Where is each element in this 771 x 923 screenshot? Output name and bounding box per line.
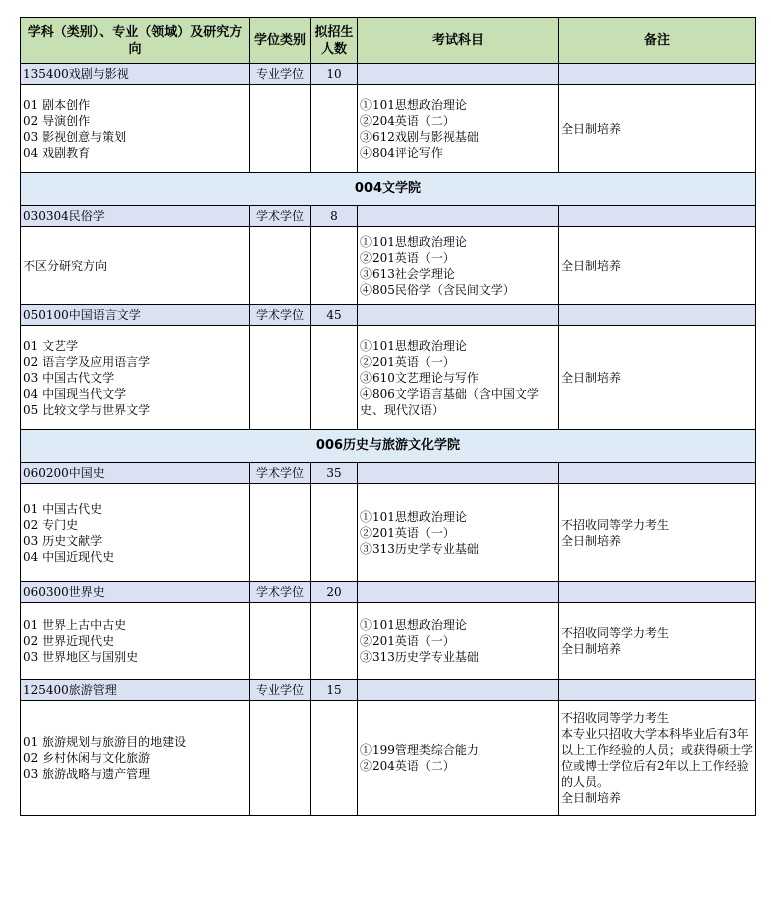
- exam-subjects-line: ①101思想政治理论: [360, 618, 467, 632]
- research-directions-line: 01 剧本创作: [23, 97, 91, 112]
- program-detail-row: [21, 603, 756, 680]
- research-directions-line: 01 中国古代史: [23, 501, 103, 516]
- exam-subjects: [358, 326, 559, 430]
- research-directions-line: 03 中国古代文学: [23, 370, 115, 385]
- quota-blank: [311, 701, 358, 816]
- program-row: [21, 463, 756, 484]
- degree-blank: [250, 701, 311, 816]
- college-name: 006历史与旅游文化学院: [21, 430, 756, 463]
- program-detail-row: [21, 484, 756, 582]
- program-detail-row: [21, 326, 756, 430]
- degree-blank: [250, 484, 311, 582]
- program-code: 125400旅游管理: [21, 680, 250, 701]
- research-directions-line: 03 影视创意与策划: [23, 129, 127, 144]
- research-directions-line: 03 历史文献学: [23, 533, 103, 548]
- empty-cell: [358, 680, 559, 701]
- header-major: 学科（类别）、专业（领域）及研究方向: [21, 18, 250, 64]
- remarks: [559, 326, 756, 430]
- header-quota: 拟招生人数: [311, 18, 358, 64]
- quota-blank: [311, 484, 358, 582]
- empty-cell: [559, 582, 756, 603]
- research-directions-line: 02 语言学及应用语言学: [23, 354, 151, 369]
- exam-subjects: [358, 701, 559, 816]
- program-row: [21, 305, 756, 326]
- program-degree: 专业学位: [250, 680, 311, 701]
- program-detail-row: [21, 227, 756, 305]
- empty-cell: [559, 463, 756, 484]
- program-degree: 专业学位: [250, 64, 311, 85]
- remarks-line: 全日制培养: [561, 370, 622, 385]
- program-degree: 学术学位: [250, 305, 311, 326]
- research-directions-line: 02 乡村休闲与文化旅游: [23, 751, 151, 765]
- remarks-line: 不招收同等学力考生: [561, 517, 670, 532]
- table-header-row: [21, 18, 756, 64]
- remarks-line: 本专业只招收大学本科毕业后有3年以上工作经验的人员；或获得硕士学位或博士学位后有2年以上工作经验的人员。: [561, 727, 754, 789]
- program-row: [21, 64, 756, 85]
- research-directions-line: 05 比较文学与世界文学: [23, 402, 151, 417]
- exam-subjects-line: ②204英语（二）: [360, 759, 455, 773]
- exam-subjects-line: ①101思想政治理论: [360, 234, 467, 249]
- research-directions-line: 02 专门史: [23, 517, 79, 532]
- research-directions-line: 04 中国近现代史: [23, 549, 115, 564]
- remarks-line: 全日制培养: [561, 791, 622, 805]
- remarks: [559, 603, 756, 680]
- remarks: [559, 701, 756, 816]
- header-exam: 考试科目: [358, 18, 559, 64]
- exam-subjects-line: ①101思想政治理论: [360, 97, 467, 112]
- degree-blank: [250, 326, 311, 430]
- remarks: [559, 227, 756, 305]
- program-detail-row: [21, 85, 756, 173]
- empty-cell: [358, 206, 559, 227]
- research-directions-line: 03 世界地区与国别史: [23, 650, 139, 664]
- admissions-table: [20, 17, 756, 816]
- exam-subjects-line: ②201英语（一）: [360, 634, 455, 648]
- remarks-line: 全日制培养: [561, 642, 622, 656]
- program-code: 060300世界史: [21, 582, 250, 603]
- research-directions: [21, 227, 250, 305]
- empty-cell: [559, 64, 756, 85]
- program-row: [21, 582, 756, 603]
- remarks: [559, 85, 756, 173]
- empty-cell: [358, 305, 559, 326]
- empty-cell: [358, 582, 559, 603]
- remarks-line: 不招收同等学力考生: [561, 626, 670, 640]
- quota-blank: [311, 603, 358, 680]
- research-directions-line: 04 中国现当代文学: [23, 386, 127, 401]
- empty-cell: [559, 305, 756, 326]
- research-directions: [21, 701, 250, 816]
- exam-subjects-line: ③612戏剧与影视基础: [360, 129, 479, 144]
- research-directions-line: 03 旅游战略与遗产管理: [23, 767, 151, 781]
- quota-blank: [311, 326, 358, 430]
- program-degree: 学术学位: [250, 206, 311, 227]
- research-directions-line: 01 旅游规划与旅游目的地建设: [23, 735, 187, 749]
- program-code: 060200中国史: [21, 463, 250, 484]
- college-row: [21, 430, 756, 463]
- program-code: 030304民俗学: [21, 206, 250, 227]
- remarks: [559, 484, 756, 582]
- header-note: 备注: [559, 18, 756, 64]
- research-directions: [21, 603, 250, 680]
- empty-cell: [559, 206, 756, 227]
- remarks-line: 全日制培养: [561, 121, 622, 136]
- program-row: [21, 680, 756, 701]
- program-quota: 15: [311, 680, 358, 701]
- empty-cell: [358, 463, 559, 484]
- exam-subjects-line: ④805民俗学（含民间文学）: [360, 282, 515, 297]
- exam-subjects-line: ①101思想政治理论: [360, 509, 467, 524]
- research-directions-line: 01 文艺学: [23, 338, 79, 353]
- exam-subjects-line: ②201英语（一）: [360, 525, 455, 540]
- exam-subjects-line: ①199管理类综合能力: [360, 743, 479, 757]
- program-code: 135400戏剧与影视: [21, 64, 250, 85]
- exam-subjects: [358, 603, 559, 680]
- quota-blank: [311, 227, 358, 305]
- program-quota: 45: [311, 305, 358, 326]
- research-directions: [21, 484, 250, 582]
- exam-subjects-line: ④806文学语言基础（含中国文学史、现代汉语）: [360, 386, 539, 417]
- exam-subjects-line: ①101思想政治理论: [360, 338, 467, 353]
- table-body: [21, 64, 756, 816]
- program-code: 050100中国语言文学: [21, 305, 250, 326]
- research-directions-line: 01 世界上古中古史: [23, 618, 127, 632]
- program-detail-row: [21, 701, 756, 816]
- exam-subjects-line: ②204英语（二）: [360, 113, 455, 128]
- degree-blank: [250, 227, 311, 305]
- exam-subjects-line: ③313历史学专业基础: [360, 541, 479, 556]
- college-row: [21, 173, 756, 206]
- program-quota: 35: [311, 463, 358, 484]
- program-quota: 8: [311, 206, 358, 227]
- program-degree: 学术学位: [250, 582, 311, 603]
- research-directions: [21, 326, 250, 430]
- quota-blank: [311, 85, 358, 173]
- program-quota: 10: [311, 64, 358, 85]
- exam-subjects-line: ③610文艺理论与写作: [360, 370, 479, 385]
- exam-subjects-line: ③613社会学理论: [360, 266, 455, 281]
- empty-cell: [559, 680, 756, 701]
- degree-blank: [250, 85, 311, 173]
- exam-subjects-line: ③313历史学专业基础: [360, 650, 479, 664]
- remarks-line: 全日制培养: [561, 258, 622, 273]
- exam-subjects-line: ④804评论写作: [360, 145, 443, 160]
- empty-cell: [358, 64, 559, 85]
- research-directions-line: 04 戏剧教育: [23, 145, 91, 160]
- header-degree: 学位类别: [250, 18, 311, 64]
- remarks-line: 全日制培养: [561, 533, 622, 548]
- research-directions-line: 02 世界近现代史: [23, 634, 115, 648]
- program-row: [21, 206, 756, 227]
- research-directions: [21, 85, 250, 173]
- college-name: 004文学院: [21, 173, 756, 206]
- research-directions-line: 不区分研究方向: [23, 258, 108, 273]
- exam-subjects-line: ②201英语（一）: [360, 250, 455, 265]
- exam-subjects: [358, 227, 559, 305]
- remarks-line: 不招收同等学力考生: [561, 711, 670, 725]
- program-quota: 20: [311, 582, 358, 603]
- degree-blank: [250, 603, 311, 680]
- program-degree: 学术学位: [250, 463, 311, 484]
- exam-subjects-line: ②201英语（一）: [360, 354, 455, 369]
- exam-subjects: [358, 484, 559, 582]
- exam-subjects: [358, 85, 559, 173]
- research-directions-line: 02 导演创作: [23, 113, 91, 128]
